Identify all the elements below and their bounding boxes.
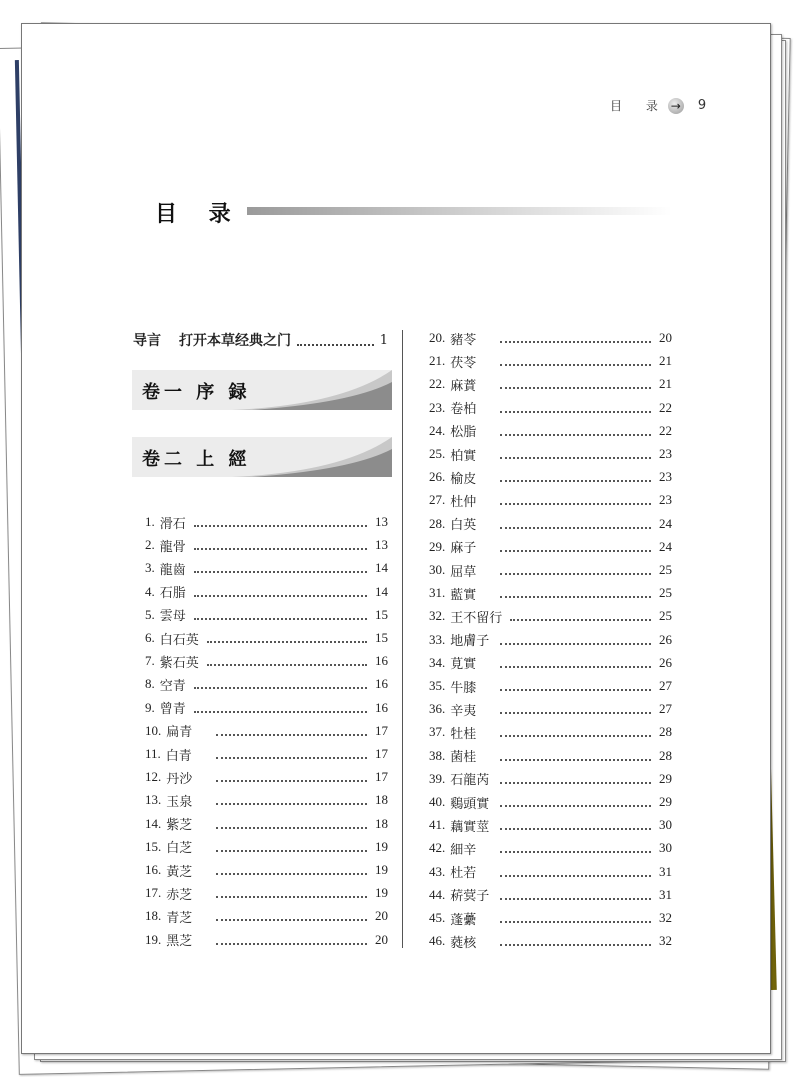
toc-intro-entry[interactable] <box>133 330 388 350</box>
entry-page: 13 <box>375 537 388 553</box>
toc-entry[interactable] <box>145 745 388 763</box>
entry-page: 15 <box>375 630 388 645</box>
toc-entry[interactable] <box>145 513 388 531</box>
toc-entry[interactable] <box>429 770 672 788</box>
leader-dots <box>194 610 367 620</box>
entry-name: 王不留行 <box>450 610 503 626</box>
leader-dots <box>207 656 367 666</box>
banner-swoosh <box>232 437 392 477</box>
entry-page: 31 <box>659 863 672 879</box>
entry-name: 松脂 <box>450 425 477 441</box>
entry-page: 28 <box>659 724 672 740</box>
entry-page: 18 <box>375 815 388 831</box>
entry-page: 32 <box>659 933 672 949</box>
toc-entry[interactable] <box>429 654 672 672</box>
entry-number: 28. <box>429 515 446 531</box>
toc-entry[interactable] <box>429 886 672 904</box>
leader-dots <box>216 935 367 945</box>
toc-entry[interactable] <box>145 791 388 809</box>
entry-name: 黑芝 <box>166 934 193 950</box>
leader-dots <box>500 519 651 529</box>
entry-number: 43. <box>429 863 446 879</box>
leader-dots <box>216 726 367 736</box>
leader-dots <box>500 751 651 761</box>
toc-entry[interactable] <box>145 675 388 693</box>
entry-number: 2. <box>145 537 155 553</box>
running-head-label: 目 录 <box>610 99 668 113</box>
toc-entry[interactable] <box>429 399 672 417</box>
toc-entry[interactable] <box>145 699 388 717</box>
entry-number: 19. <box>145 931 162 947</box>
entry-number: 6. <box>145 630 155 645</box>
entry-number: 3. <box>145 560 155 576</box>
section-banner-1[interactable] <box>132 370 392 410</box>
entry-number: 40. <box>429 794 446 809</box>
toc-entry[interactable] <box>429 723 672 741</box>
entry-name: 蓬虆 <box>450 912 477 928</box>
entry-page: 27 <box>659 701 672 717</box>
entry-name: 地膚子 <box>450 634 490 650</box>
toc-entry[interactable] <box>145 861 388 879</box>
entry-page: 29 <box>659 770 672 786</box>
entry-name: 辛夷 <box>450 703 477 719</box>
entry-name: 扁青 <box>166 725 193 741</box>
entry-name: 榆皮 <box>450 471 477 487</box>
toc-entry[interactable] <box>145 629 388 647</box>
leader-dots <box>500 797 651 807</box>
toc-entry[interactable] <box>429 863 672 881</box>
entry-name: 鷄頭實 <box>450 796 490 812</box>
entry-number: 45. <box>429 910 446 925</box>
entry-page: 16 <box>375 676 388 692</box>
toc-entry[interactable] <box>429 793 672 811</box>
entry-number: 17. <box>145 885 162 901</box>
toc-entry[interactable] <box>429 515 672 533</box>
leader-dots <box>500 495 651 505</box>
page-number: 9 <box>697 98 707 113</box>
entry-page: 26 <box>659 654 672 670</box>
leader-dots <box>297 335 374 346</box>
leader-dots <box>194 540 367 550</box>
entry-number: 10. <box>145 722 162 738</box>
entry-name: 黃芝 <box>166 864 193 880</box>
entry-number: 34. <box>429 654 446 670</box>
leader-dots <box>194 679 367 689</box>
leader-dots <box>500 333 651 343</box>
toc-entry[interactable] <box>429 909 672 927</box>
toc-entry[interactable] <box>145 838 388 856</box>
section-banner-label: 卷二 上 經 <box>142 449 251 470</box>
entry-name: 屈草 <box>450 564 477 580</box>
entry-number: 21. <box>429 353 446 369</box>
leader-dots <box>500 681 651 691</box>
entry-name: 赤芝 <box>166 887 193 903</box>
section-banner-2[interactable] <box>132 437 392 477</box>
entry-name: 莧實 <box>450 657 477 673</box>
toc-entry[interactable] <box>145 722 388 740</box>
entry-number: 26. <box>429 469 446 485</box>
leader-dots <box>500 658 651 668</box>
leader-dots <box>500 890 651 900</box>
entry-number: 46. <box>429 933 446 949</box>
entry-page: 22 <box>659 422 672 438</box>
entry-number: 27. <box>429 492 446 508</box>
leader-dots <box>194 563 367 573</box>
entry-page: 17 <box>375 746 388 761</box>
toc-entry[interactable] <box>145 907 388 925</box>
entry-number: 35. <box>429 678 446 693</box>
entry-number: 30. <box>429 562 446 577</box>
toc-entry[interactable] <box>429 561 672 579</box>
leader-dots <box>216 911 367 921</box>
entry-name: 藕實莖 <box>450 819 490 835</box>
entry-name: 麻子 <box>450 541 477 557</box>
leader-dots <box>510 611 651 621</box>
entry-name: 玉泉 <box>166 794 193 810</box>
leader-dots <box>216 819 367 829</box>
leader-dots <box>500 774 651 784</box>
entry-number: 24. <box>429 422 446 438</box>
leader-dots <box>500 913 651 923</box>
entry-number: 1. <box>145 514 155 529</box>
leader-dots <box>500 472 651 482</box>
entry-name: 龍齒 <box>159 562 186 578</box>
entry-number: 44. <box>429 886 446 902</box>
entry-name: 菌桂 <box>450 750 477 766</box>
toc-entry[interactable] <box>145 583 388 601</box>
entry-number: 14. <box>145 815 162 831</box>
toc-entry[interactable] <box>429 700 672 718</box>
entry-number: 38. <box>429 747 446 763</box>
entry-name: 白石英 <box>159 632 199 648</box>
entry-page: 24 <box>659 515 672 531</box>
entry-number: 39. <box>429 770 446 786</box>
toc-entry[interactable] <box>145 931 388 949</box>
entry-number: 16. <box>145 862 162 877</box>
toc-entry[interactable] <box>429 491 672 509</box>
intro-label: 导言 <box>133 333 161 349</box>
arrow-right-icon: → <box>668 98 684 114</box>
leader-dots <box>500 379 651 389</box>
entry-page: 16 <box>375 653 388 669</box>
entry-page: 31 <box>659 886 672 902</box>
entry-name: 菥蓂子 <box>450 889 490 905</box>
leader-dots <box>216 795 367 805</box>
intro-title: 打开本草经典之门 <box>179 333 291 349</box>
toc-entry[interactable] <box>429 932 672 950</box>
entry-number: 42. <box>429 840 446 856</box>
entry-number: 36. <box>429 701 446 717</box>
entry-page: 26 <box>659 631 672 647</box>
banner-swoosh <box>232 370 392 410</box>
toc-entry[interactable] <box>145 559 388 577</box>
toc-entry[interactable] <box>429 445 672 463</box>
leader-dots <box>500 704 651 714</box>
entry-number: 22. <box>429 376 446 392</box>
entry-name: 牛膝 <box>450 680 477 696</box>
entry-name: 細辛 <box>450 842 477 858</box>
entry-name: 豬苓 <box>450 332 477 348</box>
toc-entry[interactable] <box>429 329 672 347</box>
page-title: 目 录 <box>155 202 243 227</box>
entry-number: 9. <box>145 699 155 715</box>
entry-page: 19 <box>375 838 388 854</box>
entry-number: 4. <box>145 583 155 599</box>
entry-name: 石脂 <box>159 586 186 602</box>
entry-name: 石龍芮 <box>450 773 490 789</box>
entry-page: 21 <box>659 376 672 392</box>
entry-page: 21 <box>659 353 672 369</box>
toc-entry[interactable] <box>429 468 672 486</box>
toc-entry[interactable] <box>429 607 672 625</box>
entry-name: 牡桂 <box>450 726 477 742</box>
toc-entry[interactable] <box>429 422 672 440</box>
entry-number: 18. <box>145 908 162 924</box>
entry-page: 18 <box>375 792 388 808</box>
entry-name: 麻蕡 <box>450 378 477 394</box>
entry-page: 19 <box>375 885 388 901</box>
entry-name: 柏實 <box>450 448 477 464</box>
entry-number: 25. <box>429 446 446 461</box>
entry-name: 龍骨 <box>159 539 186 555</box>
toc-entry[interactable] <box>145 815 388 833</box>
entry-number: 11. <box>145 746 161 761</box>
entry-page: 16 <box>375 699 388 715</box>
entry-number: 12. <box>145 769 162 785</box>
toc-entry[interactable] <box>429 375 672 393</box>
leader-dots <box>500 867 651 877</box>
entry-page: 14 <box>375 560 388 576</box>
entry-name: 白英 <box>450 518 477 534</box>
entry-name: 白芝 <box>166 841 193 857</box>
title-rule <box>247 207 672 215</box>
entry-name: 茯苓 <box>450 355 477 371</box>
leader-dots <box>216 772 367 782</box>
toc-entry[interactable] <box>429 839 672 857</box>
entry-page: 25 <box>659 562 672 577</box>
entry-page: 27 <box>659 678 672 693</box>
entry-number: 15. <box>145 838 162 854</box>
entry-name: 杜仲 <box>450 494 477 510</box>
entry-page: 13 <box>375 514 388 529</box>
entry-name: 曾青 <box>159 702 186 718</box>
leader-dots <box>500 588 651 598</box>
leader-dots <box>500 403 651 413</box>
leader-dots <box>500 426 651 436</box>
section-banner-label: 卷一 序 録 <box>142 382 251 403</box>
entry-page: 15 <box>375 606 388 622</box>
toc-entry[interactable] <box>145 652 388 670</box>
running-head <box>610 97 706 114</box>
intro-page: 1 <box>379 332 388 348</box>
toc-entry[interactable] <box>429 584 672 602</box>
entry-name: 卷柏 <box>450 402 477 418</box>
toc-entry[interactable] <box>145 606 388 624</box>
entry-number: 32. <box>429 608 446 624</box>
entry-number: 20. <box>429 330 446 345</box>
leader-dots <box>216 888 367 898</box>
entry-page: 23 <box>659 492 672 508</box>
entry-page: 23 <box>659 446 672 461</box>
entry-number: 37. <box>429 724 446 740</box>
toc-entry[interactable] <box>145 768 388 786</box>
entry-number: 31. <box>429 585 446 601</box>
leader-dots <box>194 703 367 713</box>
entry-name: 青芝 <box>166 910 193 926</box>
entry-page: 29 <box>659 794 672 809</box>
entry-page: 20 <box>375 908 388 924</box>
entry-page: 28 <box>659 747 672 763</box>
entry-name: 紫石英 <box>159 655 199 671</box>
toc-entry[interactable] <box>429 816 672 834</box>
toc-entry[interactable] <box>145 536 388 554</box>
entry-name: 滑石 <box>159 516 186 532</box>
leader-dots <box>194 587 367 597</box>
entry-page: 24 <box>659 538 672 554</box>
entry-page: 14 <box>375 583 388 599</box>
entry-page: 19 <box>375 862 388 877</box>
leader-dots <box>194 517 367 527</box>
toc-entry[interactable] <box>429 677 672 695</box>
entry-name: 丹沙 <box>166 771 193 787</box>
entry-page: 20 <box>659 330 672 345</box>
leader-dots <box>500 449 651 459</box>
entry-page: 25 <box>659 608 672 624</box>
entry-number: 23. <box>429 399 446 415</box>
leader-dots <box>207 633 367 643</box>
leader-dots <box>500 635 651 645</box>
toc-entry[interactable] <box>429 631 672 649</box>
leader-dots <box>216 842 367 852</box>
leader-dots <box>500 356 651 366</box>
entry-name: 杜若 <box>450 866 477 882</box>
leader-dots <box>500 936 651 946</box>
entry-page: 22 <box>659 399 672 415</box>
entry-page: 23 <box>659 469 672 485</box>
entry-page: 25 <box>659 585 672 601</box>
entry-page: 20 <box>375 931 388 947</box>
entry-number: 29. <box>429 538 446 554</box>
column-divider <box>402 330 403 948</box>
entry-number: 7. <box>145 653 155 669</box>
leader-dots <box>216 749 367 759</box>
entry-number: 5. <box>145 606 155 622</box>
entry-number: 13. <box>145 792 162 808</box>
leader-dots <box>500 565 651 575</box>
toc-entry[interactable] <box>145 884 388 902</box>
entry-number: 8. <box>145 676 155 692</box>
entry-page: 17 <box>375 769 388 785</box>
leader-dots <box>500 542 651 552</box>
entry-page: 30 <box>659 840 672 856</box>
entry-name: 白青 <box>165 748 192 764</box>
entry-name: 雲母 <box>159 609 186 625</box>
toc-entry[interactable] <box>429 538 672 556</box>
entry-name: 空青 <box>159 678 186 694</box>
entry-page: 17 <box>375 722 388 738</box>
entry-number: 41. <box>429 817 446 833</box>
toc-entry[interactable] <box>429 352 672 370</box>
leader-dots <box>500 843 651 853</box>
leader-dots <box>500 727 651 737</box>
entry-page: 32 <box>659 910 672 925</box>
entry-number: 33. <box>429 631 446 647</box>
entry-name: 藍實 <box>450 587 477 603</box>
entry-name: 蕤核 <box>450 935 477 951</box>
entry-name: 紫芝 <box>166 818 193 834</box>
toc-entry[interactable] <box>429 747 672 765</box>
leader-dots <box>500 820 651 830</box>
leader-dots <box>216 865 367 875</box>
entry-page: 30 <box>659 817 672 833</box>
